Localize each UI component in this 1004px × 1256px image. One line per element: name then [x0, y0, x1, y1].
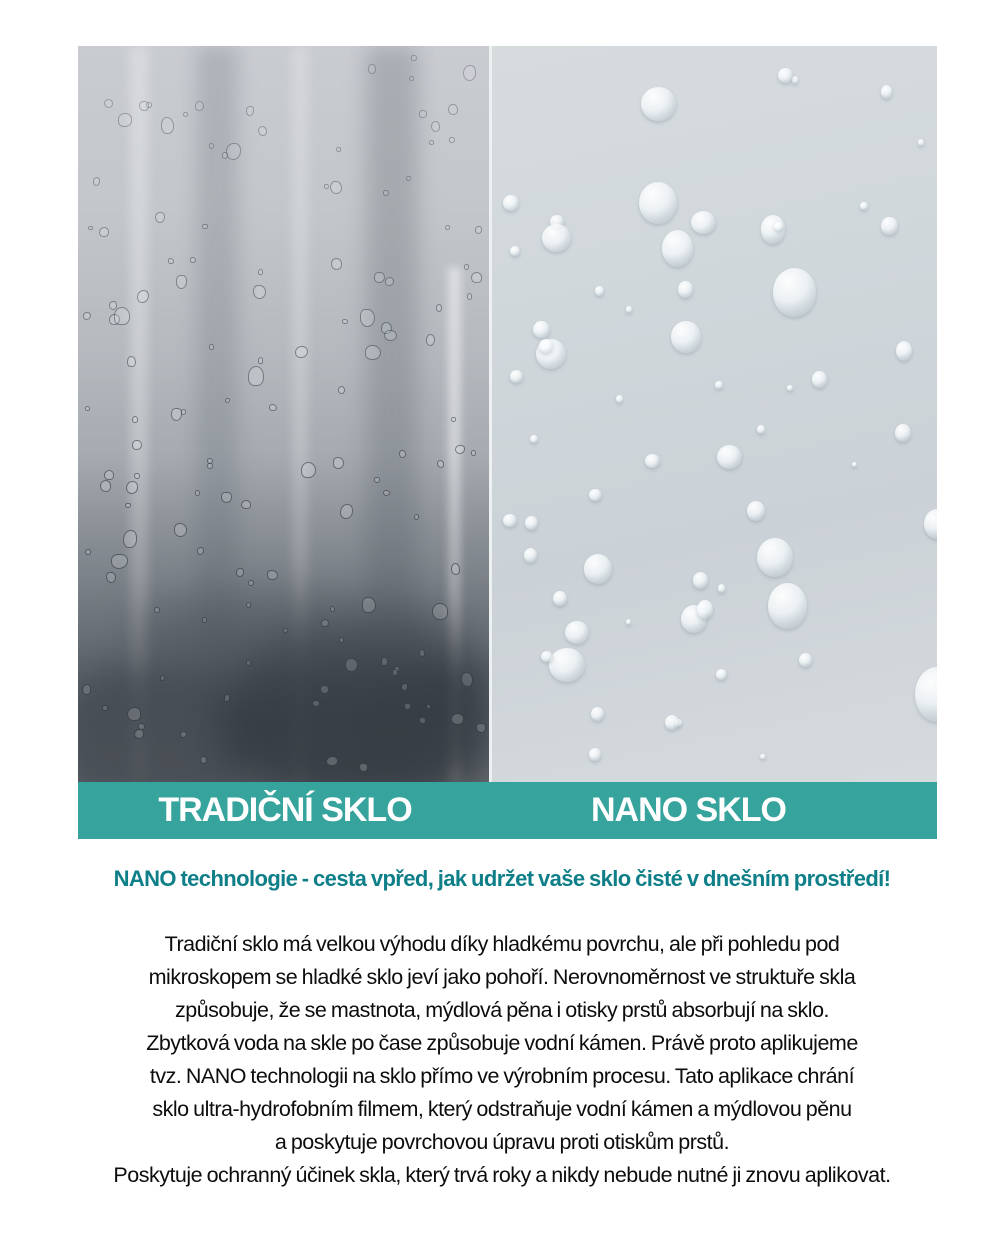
water-droplet: [106, 572, 115, 584]
body-line: tvz. NANO technologii na sklo přímo ve výrobním procesu. Tato aplikace chrání: [149, 1064, 855, 1088]
water-droplet: [463, 65, 476, 81]
water-droplet: [503, 514, 517, 527]
water-droplet: [681, 605, 707, 633]
water-droplet: [550, 215, 563, 229]
water-droplet: [747, 501, 765, 521]
water-droplet: [331, 258, 343, 270]
water-droplet: [774, 222, 783, 231]
nano-glass-photo: [492, 46, 937, 782]
water-droplet: [88, 226, 93, 231]
water-droplet: [467, 293, 472, 299]
water-droplet: [333, 457, 344, 470]
water-droplet: [190, 257, 196, 263]
water-droplet: [330, 181, 342, 195]
water-droplet: [773, 268, 817, 317]
water-droplet: [549, 648, 585, 681]
water-droplet: [340, 504, 353, 520]
water-droplet: [109, 314, 120, 326]
water-droplet: [503, 195, 519, 211]
water-droplet: [168, 258, 174, 264]
water-droplet: [426, 334, 436, 346]
water-droplet: [760, 754, 766, 760]
traditional-glass-photo: [78, 46, 489, 782]
water-droplet: [93, 177, 100, 186]
body-line: Zbytková voda na skle po čase způsobuje vodní kámen. Právě proto aplikujeme: [146, 1031, 858, 1055]
water-droplet: [761, 215, 786, 243]
water-droplet: [342, 319, 348, 325]
water-droplet: [114, 307, 131, 325]
water-droplet: [662, 230, 694, 267]
photo-row: [78, 46, 937, 782]
water-droplet: [104, 99, 113, 108]
water-droplet: [860, 202, 868, 211]
body-line: a poskytuje povrchovou úpravu proti otiskům prstů.: [274, 1130, 730, 1154]
body-paragraph: [0, 928, 1004, 1192]
water-droplet: [591, 707, 604, 721]
comparison-banner: [78, 782, 937, 839]
water-droplet: [258, 269, 263, 275]
water-droplet: [471, 272, 482, 283]
water-droplet: [757, 425, 766, 434]
water-droplet: [183, 112, 188, 117]
water-droplet: [717, 445, 742, 469]
water-droplet: [241, 500, 251, 509]
water-droplet: [267, 570, 278, 580]
water-droplet: [338, 386, 345, 394]
water-droplet: [429, 140, 434, 145]
water-droplet: [565, 621, 589, 644]
water-droplet: [171, 408, 182, 421]
water-droplet: [464, 264, 469, 270]
water-droplet: [787, 385, 793, 391]
water-droplet: [812, 371, 827, 387]
body-line: sklo ultra-hydrofobním filmem, který odstraňuje vodní kámen a mýdlovou pěnu: [152, 1097, 852, 1121]
water-droplet: [336, 147, 341, 152]
body-line: mikroskopem se hladké sklo jeví jako pohoří. Nerovnoměrnost ve struktuře skla: [148, 965, 856, 989]
water-droplet: [616, 395, 623, 403]
water-droplet: [449, 137, 455, 143]
water-droplet: [248, 366, 264, 386]
water-droplet: [671, 321, 701, 352]
water-droplet: [768, 583, 807, 629]
water-droplet: [475, 226, 482, 234]
water-droplet: [693, 572, 708, 589]
water-droplet: [510, 246, 520, 256]
water-droplet: [83, 312, 91, 320]
water-droplet: [918, 139, 924, 146]
body-line: Poskytuje ochranný účinek skla, který trvá roky a nikdy nebude nutné ji znovu aplikovat.: [113, 1163, 891, 1187]
water-droplet: [645, 454, 660, 468]
water-droplet: [595, 286, 604, 295]
water-droplet: [100, 480, 111, 492]
water-droplet: [757, 538, 793, 577]
water-droplet: [510, 370, 523, 384]
water-droplet: [471, 450, 477, 456]
water-droplet: [530, 435, 538, 443]
water-droplet: [553, 591, 567, 606]
water-droplet: [541, 651, 553, 662]
water-droplet: [248, 580, 253, 586]
water-droplet: [176, 275, 187, 289]
water-droplet: [269, 404, 277, 411]
water-droplet: [174, 523, 187, 536]
water-droplet: [448, 104, 457, 115]
water-droplet: [437, 460, 444, 468]
water-droplet: [697, 600, 713, 619]
water-droplet: [626, 619, 632, 625]
water-droplet: [542, 224, 571, 252]
water-droplet: [246, 106, 254, 116]
blurred-background-shape: [133, 592, 463, 687]
water-droplet: [718, 584, 725, 593]
water-droplet: [436, 304, 442, 312]
water-droplet: [678, 281, 693, 297]
label-nano-glass: NANO SKLO: [591, 791, 786, 829]
water-droplet: [524, 548, 538, 563]
water-droplet: [85, 549, 91, 555]
water-droplet: [539, 339, 554, 354]
water-droplet: [639, 182, 677, 224]
water-droplet: [419, 110, 426, 118]
water-droplet: [895, 424, 911, 443]
water-droplet: [778, 68, 793, 84]
glass-comparison-figure: [78, 46, 937, 839]
water-droplet: [525, 516, 538, 530]
label-traditional-glass: TRADIČNÍ SKLO: [158, 791, 412, 829]
water-droplet: [253, 285, 266, 299]
water-droplet: [641, 87, 676, 121]
water-droplet: [691, 211, 716, 234]
water-droplet: [111, 554, 128, 569]
water-droplet: [584, 554, 613, 584]
water-droplet: [675, 719, 682, 727]
water-droplet: [626, 306, 632, 313]
water-droplet: [924, 509, 937, 539]
page-title: NANO technologie - cesta vpřed, jak udržet vaše sklo čisté v dnešním prostředí!: [113, 866, 891, 891]
water-droplet: [881, 85, 892, 99]
water-droplet: [258, 126, 267, 136]
water-droplet: [852, 462, 857, 467]
water-droplet: [665, 715, 680, 730]
water-droplet: [896, 341, 912, 361]
water-droplet: [716, 669, 727, 680]
water-droplet: [915, 667, 937, 723]
water-droplet: [881, 217, 897, 236]
water-droplet: [715, 381, 723, 389]
water-droplet: [533, 321, 550, 339]
water-droplet: [258, 357, 263, 363]
water-droplet: [431, 121, 440, 132]
water-droplet: [99, 227, 109, 237]
water-droplet: [181, 409, 187, 414]
water-droplet: [792, 76, 798, 83]
body-line: Tradiční sklo má velkou výhodu díky hladkému povrchu, ale při pohledu pod: [164, 932, 840, 956]
water-droplet: [799, 653, 812, 667]
water-droplet: [324, 184, 329, 189]
water-droplet: [536, 339, 566, 369]
water-droplet: [161, 117, 174, 134]
water-droplet: [589, 489, 602, 501]
water-droplet: [109, 301, 118, 310]
body-line: způsobuje, že se mastnota, mýdlová pěna i otisky prstů absorbují na sklo.: [174, 998, 829, 1022]
water-droplet: [104, 470, 114, 480]
water-droplet: [445, 225, 450, 230]
water-droplet: [155, 212, 165, 223]
water-droplet: [589, 748, 601, 760]
water-droplet: [85, 406, 90, 411]
